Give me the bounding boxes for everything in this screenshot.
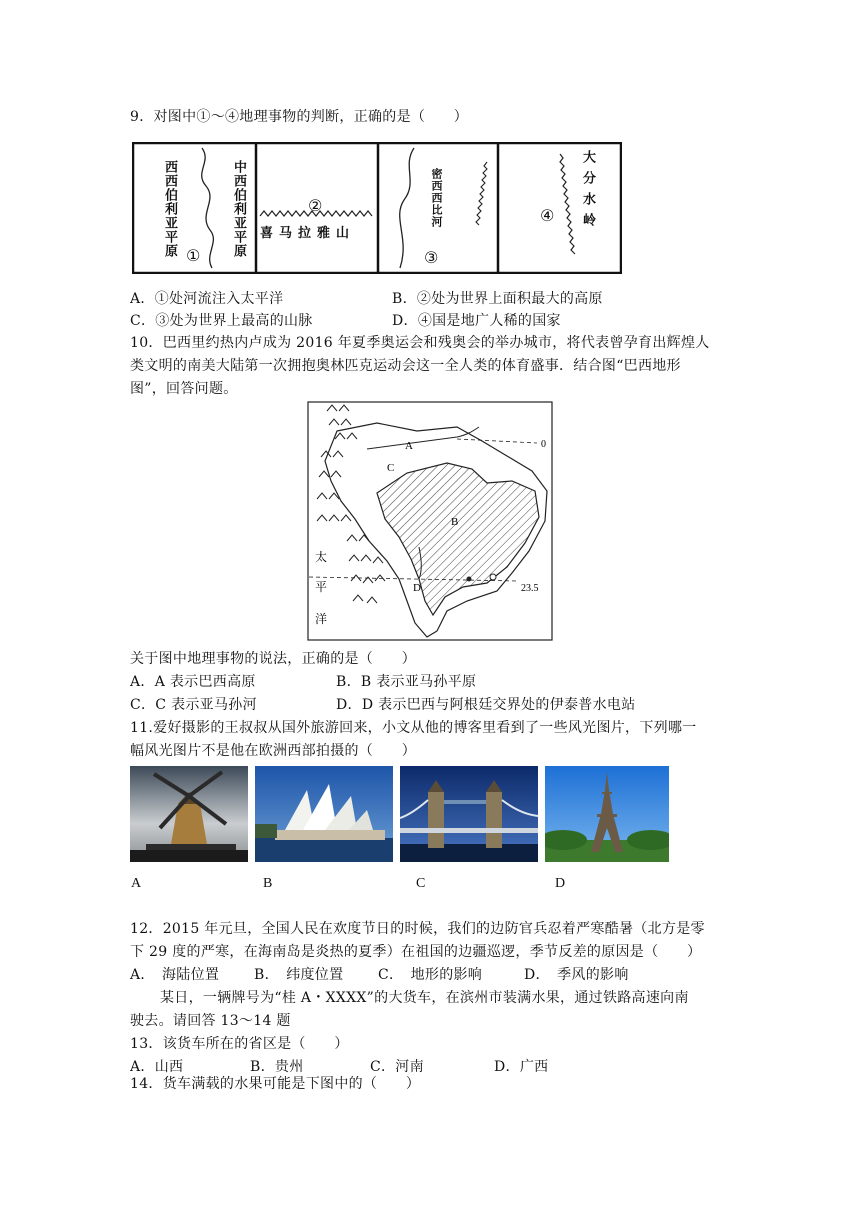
photo-caption-b: B — [263, 876, 273, 891]
q13-stem: 13．该货车所在的省区是（ ） — [130, 1036, 349, 1052]
q12-option-c: C． 地形的影响 — [378, 967, 483, 983]
q12-option-a: A． 海陆位置 — [130, 967, 220, 983]
p4-divide-label: 大分水岭 — [580, 150, 595, 234]
photo-caption-c: C — [416, 876, 426, 891]
q12-stem-2: 下 29 度的严寒，在海南岛是炎热的夏季）在祖国的边疆巡逻，季节反差的原因是（ ） — [130, 944, 702, 960]
divide-line — [560, 154, 575, 254]
p2-mountain-label: 喜马拉雅山 — [260, 226, 356, 241]
q9-option-b: B．②处为世界上面积最大的高原 — [392, 291, 603, 307]
map-ocean-3: 洋 — [315, 612, 328, 626]
q13-option-d: D．广西 — [494, 1059, 549, 1075]
p3-number: ③ — [424, 248, 439, 267]
q9-figure — [132, 142, 622, 274]
rocky-line — [476, 162, 487, 225]
p4-number: ④ — [540, 206, 555, 225]
p1-number: ① — [186, 246, 201, 265]
q10-stem-2: 类文明的南美大陆第一次拥抱奥林匹克运动会这一全人类的体育盛事．结合图“巴西地形 — [130, 358, 681, 374]
q14-stem: 14．货车满载的水果可能是下图中的（ ） — [130, 1076, 421, 1092]
q9-option-a: A．①处河流注入太平洋 — [130, 291, 284, 307]
intro-13-14-line1: 某日，一辆牌号为“桂 A・XXXX”的大货车，在滨州市装满水果，通过铁路高速向南 — [160, 990, 689, 1006]
map-label-d: D — [413, 582, 421, 594]
map-label-a: A — [405, 440, 413, 452]
q12-option-d: D． 季风的影响 — [524, 967, 629, 983]
intro-13-14-line2: 驶去。请回答 13～14 题 — [130, 1013, 291, 1029]
photo-windmill — [130, 766, 248, 862]
photo-caption-a: A — [131, 876, 142, 891]
p1-left-label: 西西伯利亚平原 — [162, 160, 177, 258]
q12-option-b: B． 纬度位置 — [254, 967, 344, 983]
map-lat-23-5: 23.5 — [521, 583, 539, 594]
q13-option-c: C．河南 — [370, 1059, 424, 1075]
q10-option-c: C．C 表示亚马孙河 — [130, 697, 257, 713]
q11-stem-1: 11.爱好摄影的王叔叔从国外旅游回来，小文从他的博客里看到了一些风光图片，下列哪一 — [130, 720, 697, 736]
q12-stem-1: 12．2015 年元旦，全国人民在欢度节日的时候，我们的边防官兵忍着严寒酷暑（北方是零 — [130, 921, 705, 937]
photo-caption-d: D — [555, 876, 566, 891]
q11-stem-2: 幅风光图片不是他在欧洲西部拍摄的（ ） — [130, 743, 416, 759]
q10-stem-3: 图”，回答问题。 — [130, 381, 238, 397]
q13-option-a: A．山西 — [130, 1059, 184, 1075]
map-lat-0: 0 — [541, 439, 546, 450]
p2-number: ② — [308, 196, 323, 215]
p1-right-label: 中西伯利亚平原 — [231, 160, 246, 258]
river-line-1 — [202, 148, 214, 268]
brazil-terrain-map — [307, 401, 553, 641]
q10-option-d: D．D 表示巴西与阿根廷交界处的伊泰普水电站 — [336, 697, 636, 713]
q10-option-b: B．B 表示亚马孙平原 — [336, 674, 477, 690]
q13-option-b: B．贵州 — [250, 1059, 304, 1075]
q10-option-a: A．A 表示巴西高原 — [130, 674, 256, 690]
photo-eiffel-tower — [545, 766, 669, 862]
p3-river-label: 密西西比河 — [430, 168, 443, 228]
q9-option-d: D．④国是地广人稀的国家 — [392, 313, 561, 329]
q10-question: 关于图中地理事物的说法，正确的是（ ） — [130, 651, 416, 667]
map-label-b: B — [451, 516, 459, 528]
q10-stem-1: 10．巴西里约热内卢成为 2016 年夏季奥运会和残奥会的举办城市，将代表曾孕育出辉煌人 — [130, 335, 710, 351]
photo-sydney-opera-house — [255, 766, 393, 862]
photo-tower-bridge — [400, 766, 538, 862]
river-line-3 — [400, 148, 414, 268]
q9-stem: 9．对图中①～④地理事物的判断，正确的是（ ） — [130, 109, 469, 125]
map-label-c: C — [387, 462, 395, 474]
q9-option-c: C．③处为世界上最高的山脉 — [130, 313, 313, 329]
map-ocean-1: 太 — [315, 550, 328, 564]
map-ocean-2: 平 — [315, 580, 328, 594]
